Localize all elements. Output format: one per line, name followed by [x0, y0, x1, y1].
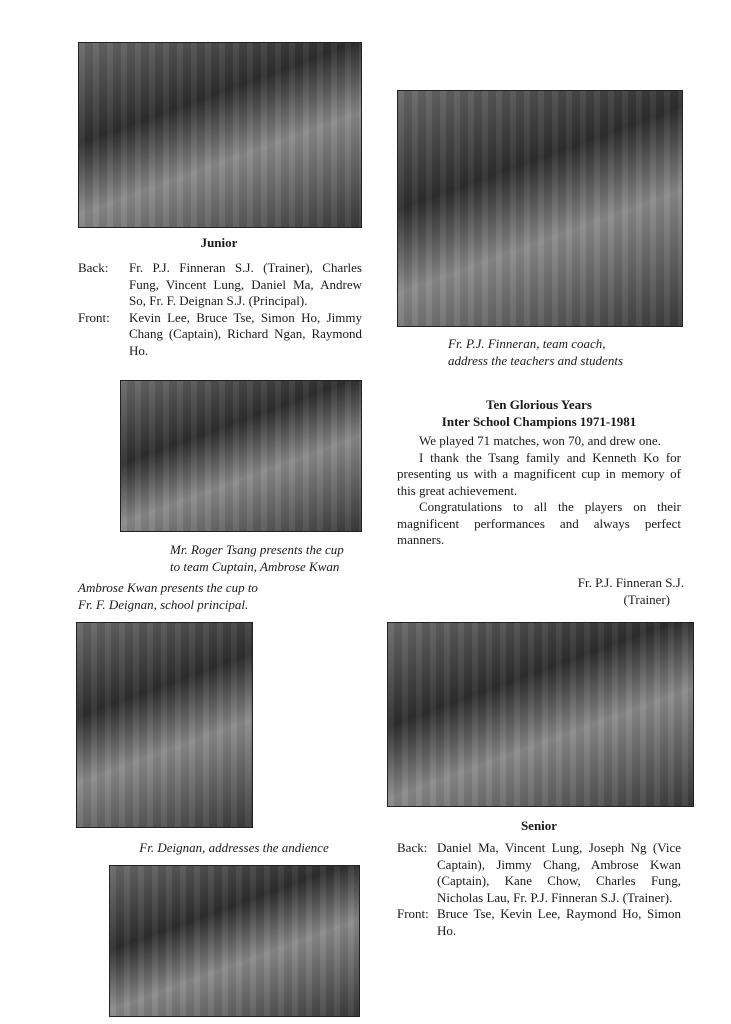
- back-label: Back:: [397, 840, 428, 855]
- kwan-caption: [78, 580, 338, 613]
- principal-cup-photo: [76, 622, 253, 828]
- senior-team-photo: [387, 622, 694, 807]
- front-label: Front:: [78, 309, 110, 325]
- junior-back-row: [78, 260, 362, 310]
- title-line: Ten Glorious Years: [486, 397, 592, 412]
- paragraph: I thank the Tsang family and Kenneth Ko for presenting us with a magnificent cup in memory of this great achievement.: [397, 449, 681, 498]
- front-names: Kevin Lee, Bruce Tse, Simon Ho, Jimmy Chang (Captain), Richard Ngan, Raymond Ho.: [129, 309, 362, 358]
- caption-line: Fr. P.J. Finneran, team coach,: [448, 336, 606, 351]
- cup-presentation-photo: [120, 380, 362, 532]
- coach-caption: [448, 336, 688, 369]
- front-label: Front:: [397, 906, 429, 921]
- caption-line: Fr. F. Deignan, school principal.: [78, 596, 249, 612]
- tsang-caption: [170, 542, 362, 575]
- article-body: [397, 433, 681, 549]
- signature-name: Fr. P.J. Finneran S.J.: [577, 575, 684, 590]
- caption-line: Ambrose Kwan presents the cup to: [78, 580, 258, 595]
- senior-front-row: [397, 906, 681, 939]
- coach-address-photo: [397, 90, 683, 327]
- signature: [560, 575, 684, 608]
- back-label: Back:: [78, 260, 109, 275]
- article-title: [397, 397, 681, 430]
- junior-heading: Junior: [200, 235, 238, 250]
- deignan-caption: Fr. Deignan, addresses the andience: [139, 840, 329, 855]
- audience-photo: [109, 865, 360, 1017]
- senior-heading: Senior: [520, 818, 558, 833]
- senior-roster: [397, 840, 681, 939]
- back-names: Daniel Ma, Vincent Lung, Joseph Ng (Vice Captain), Jimmy Chang, Ambrose Kwan (Captain), Kane Chow, Charles Fung, Nicholas Lau, Fr. P.J. Finneran S.J. (Trainer).: [437, 840, 681, 905]
- front-names: Bruce Tse, Kevin Lee, Raymond Ho, Simon Ho.: [437, 906, 681, 938]
- senior-back-row: [397, 840, 681, 906]
- junior-team-photo: [78, 42, 362, 228]
- back-names: Fr. P.J. Finneran S.J. (Trainer), Charles Fung, Vincent Lung, Daniel Ma, Andrew So, Fr. F. Deignan S.J. (Principal).: [129, 260, 362, 308]
- paragraph: Congratulations to all the players on their magnificent performances and always perfect manners.: [397, 499, 681, 547]
- title-line: Inter School Champions 1971-1981: [441, 413, 637, 429]
- caption-line: address the teachers and students: [448, 352, 623, 368]
- caption-line: to team Cuptain, Ambrose Kwan: [170, 558, 340, 574]
- caption-line: Mr. Roger Tsang presents the cup: [170, 542, 344, 557]
- junior-front-row: [78, 310, 362, 360]
- signature-role: (Trainer): [623, 591, 670, 607]
- paragraph: We played 71 matches, won 70, and drew one.: [419, 433, 661, 448]
- junior-roster: [78, 260, 362, 359]
